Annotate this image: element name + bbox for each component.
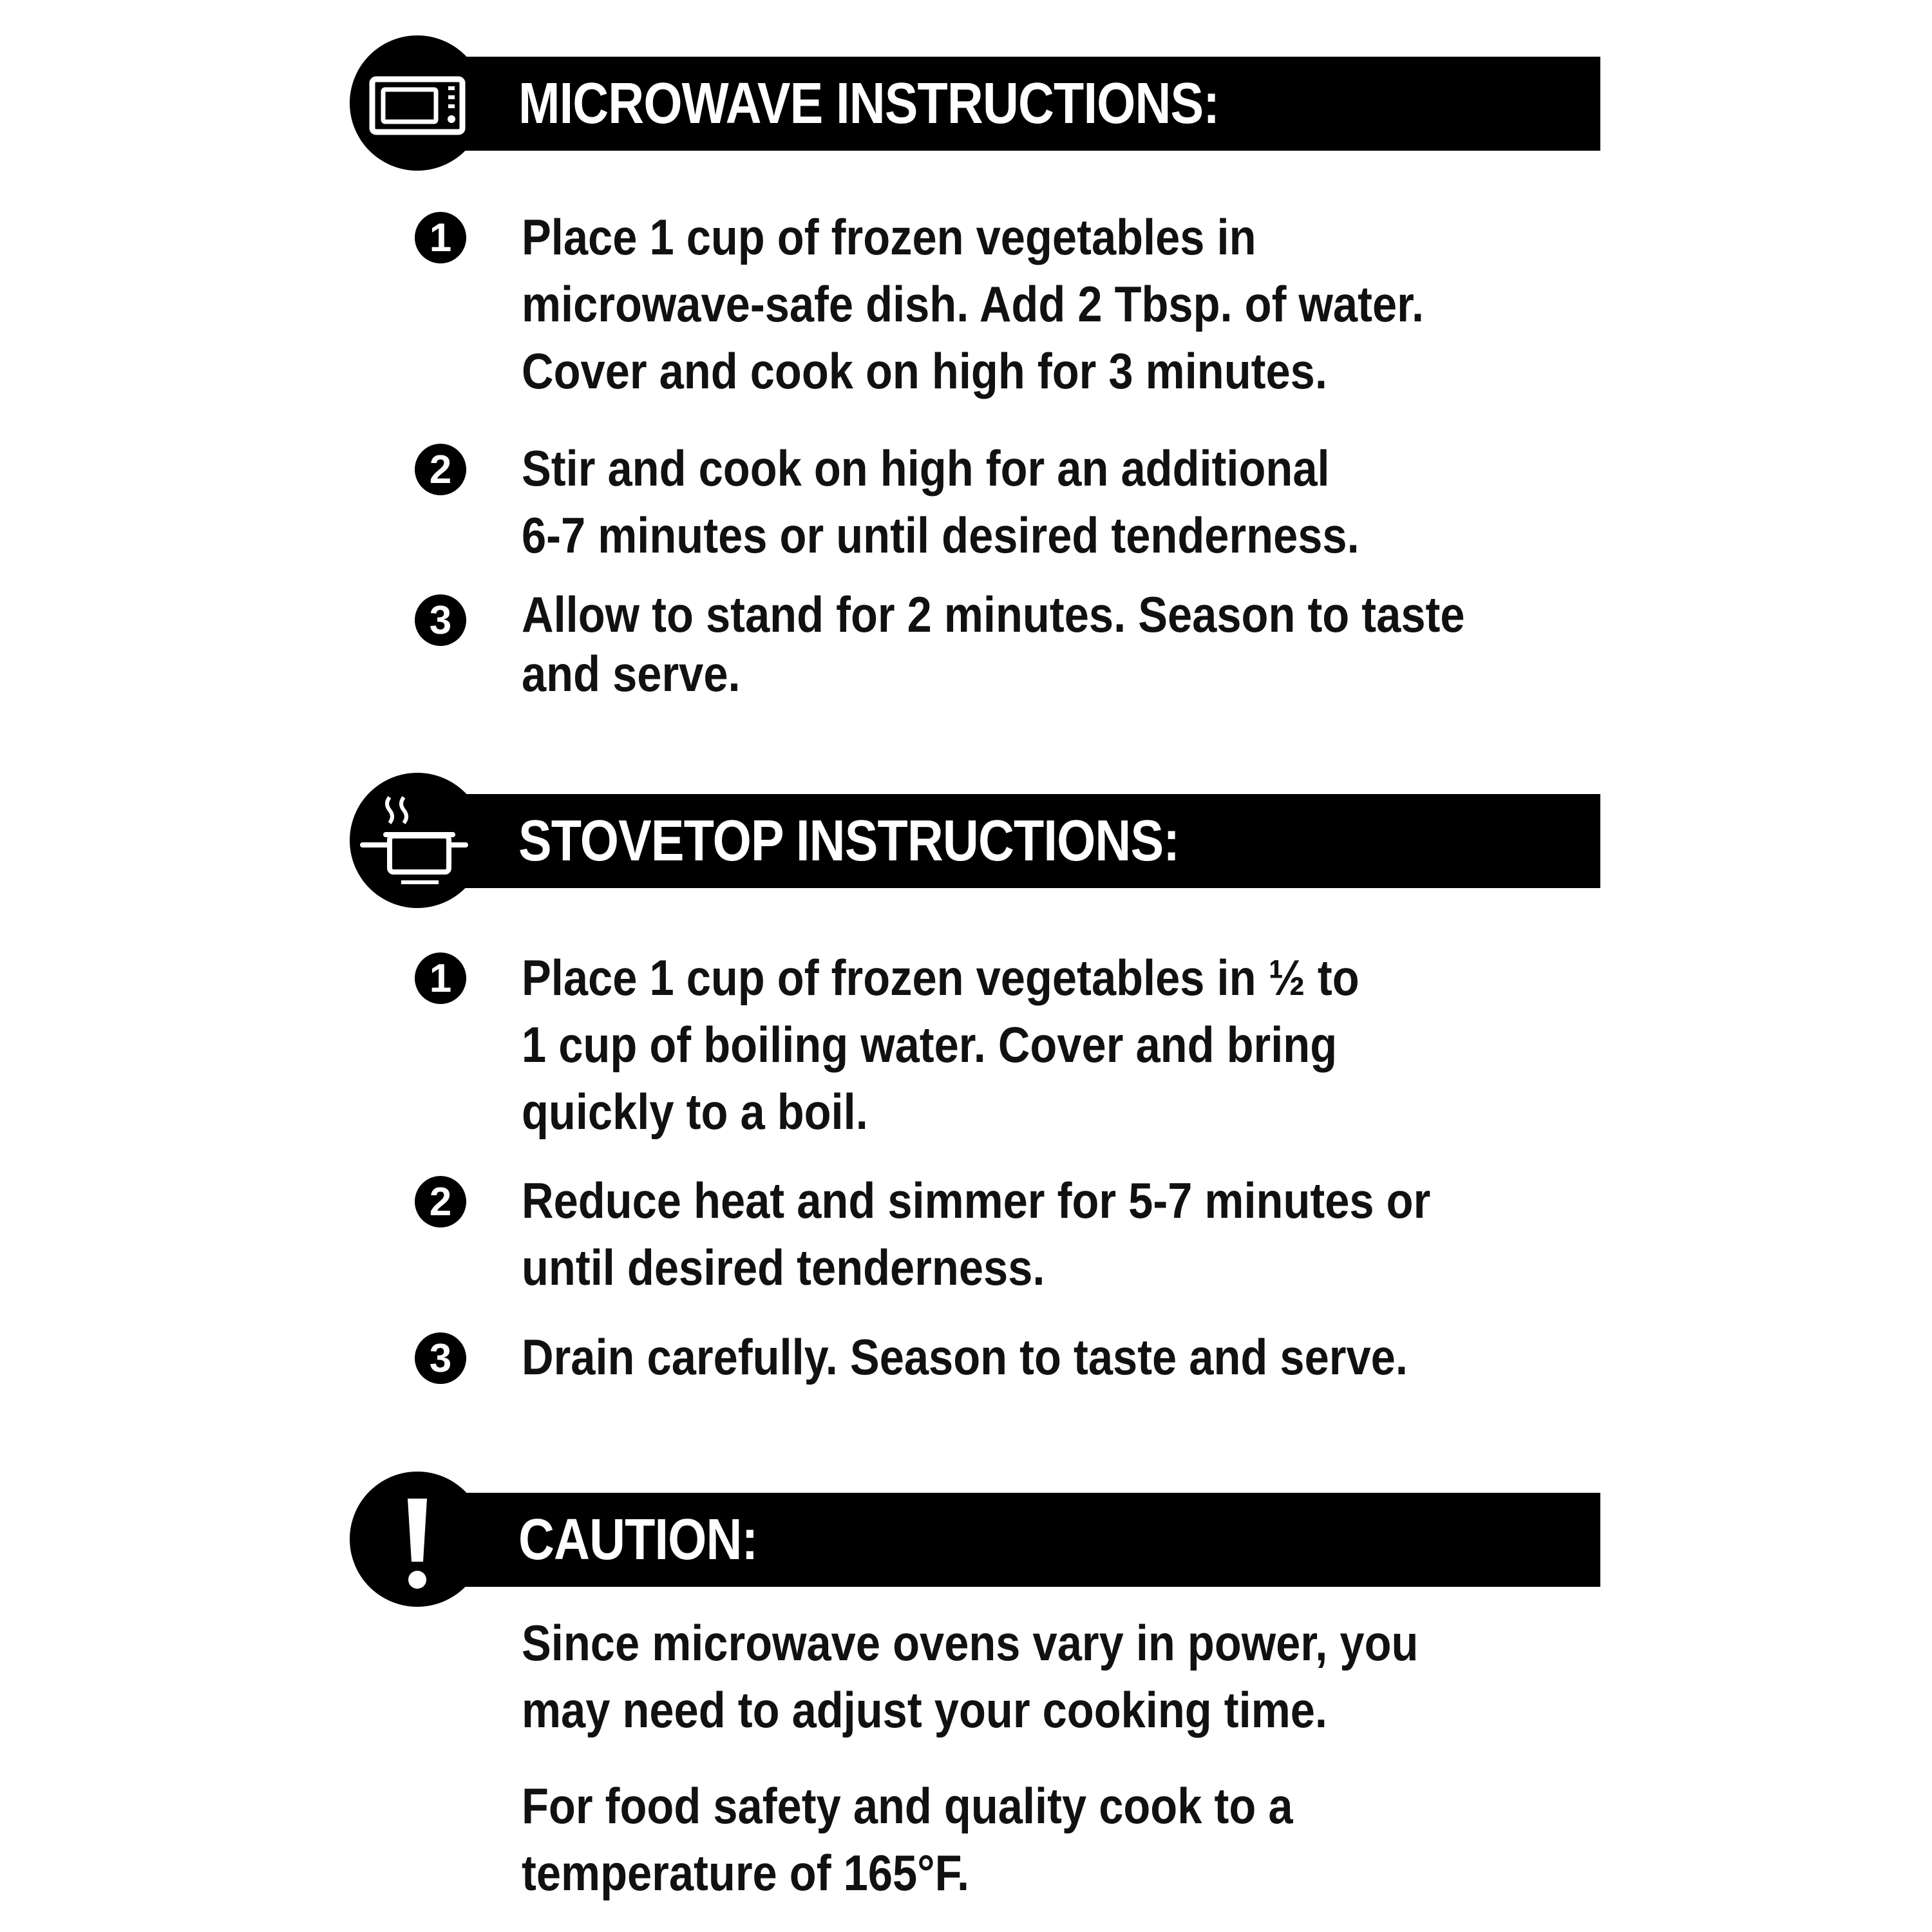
step-text: Drain carefully. Season to taste and serve. bbox=[522, 1329, 1408, 1385]
caution-paragraph: For food safety and quality cook to a temperature of 165°F. bbox=[522, 1777, 1293, 1901]
stovetop-title: STOVETOP INSTRUCTIONS: bbox=[518, 809, 1180, 873]
caution-paragraph: Since microwave ovens vary in power, you may need to adjust your cooking time. bbox=[522, 1615, 1419, 1738]
step-text: Place 1 cup of frozen vegetables in ½ to 1 cup of boiling water. Cover and bring quickly to a boil. bbox=[522, 949, 1359, 1140]
step-number-badge: 1 bbox=[415, 952, 466, 1004]
step-number-badge: 2 bbox=[415, 1176, 466, 1227]
exclamation-icon bbox=[350, 1472, 485, 1607]
microwave-title: MICROWAVE INSTRUCTIONS: bbox=[518, 71, 1220, 136]
step-number-badge: 3 bbox=[415, 594, 466, 646]
caution-title: CAUTION: bbox=[518, 1508, 758, 1572]
step-text: Allow to stand for 2 minutes. Season to taste and serve. bbox=[522, 586, 1465, 702]
step-text: Reduce heat and simmer for 5-7 minutes or until desired tenderness. bbox=[522, 1172, 1431, 1296]
steaming-pot-icon bbox=[350, 773, 485, 908]
step-number-badge: 2 bbox=[415, 444, 466, 495]
step-text: Stir and cook on high for an additional 6-7 minutes or until desired tenderness. bbox=[522, 440, 1359, 564]
step-text: Place 1 cup of frozen vegetables in microwave-safe dish. Add 2 Tbsp. of water. Cover and cook on high for 3 minutes. bbox=[522, 209, 1425, 399]
microwave-icon bbox=[350, 35, 485, 171]
step-number-badge: 1 bbox=[415, 212, 466, 263]
step-number-badge: 3 bbox=[415, 1332, 466, 1384]
